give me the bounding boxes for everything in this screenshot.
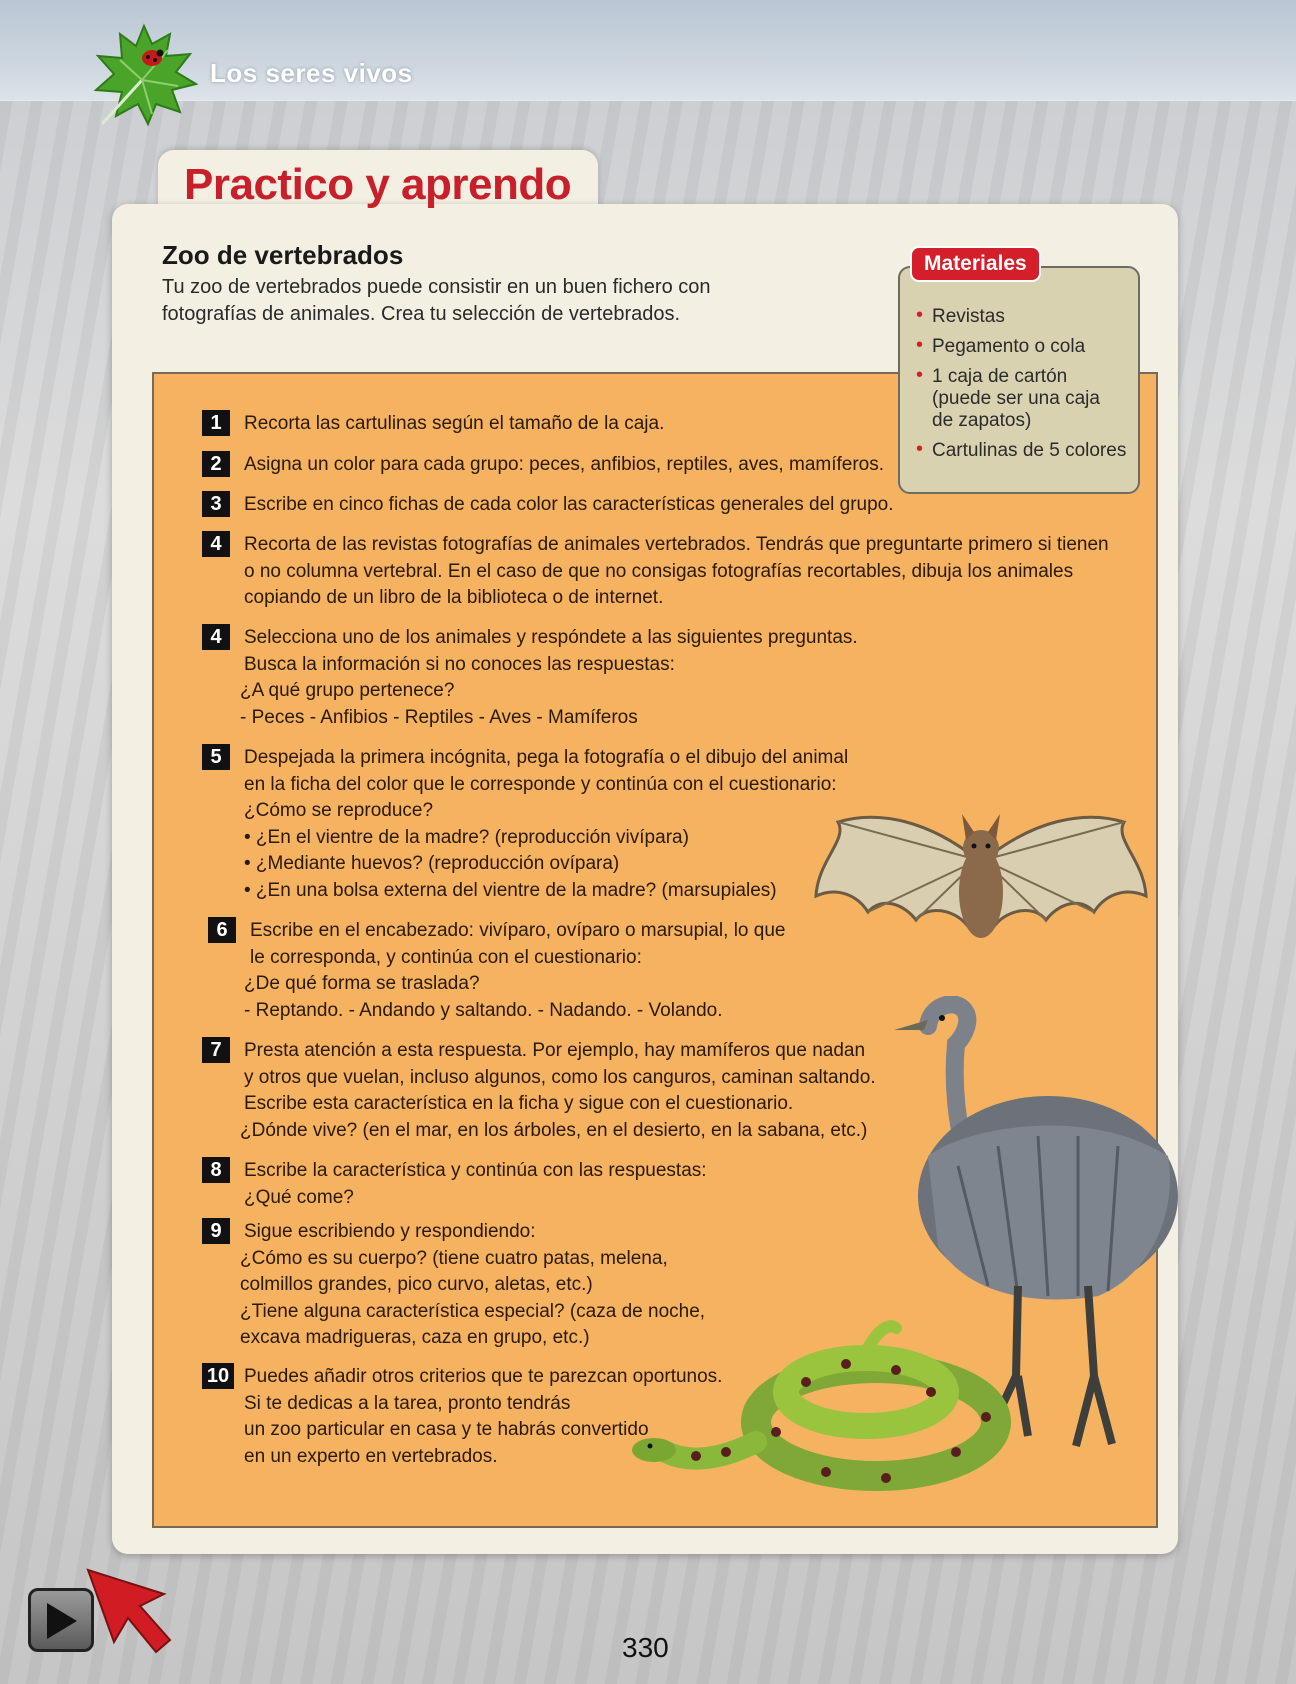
material-item: • Pegamento o cola: [914, 336, 1134, 358]
step-number: 5: [202, 744, 230, 770]
step-number: 9: [202, 1218, 230, 1244]
snake-illustration: [626, 1312, 1016, 1518]
step-number: 10: [202, 1363, 234, 1389]
section-title: Los seres vivos: [210, 58, 413, 88]
step-1: Recorta las cartulinas según el tamaño de la caja.: [244, 413, 665, 434]
materials-list: [914, 306, 1134, 470]
step-2: Asigna un color para cada grupo: peces, anfibios, reptiles, aves, mamíferos.: [244, 454, 885, 475]
step-8: Escribe la característica y continúa con las respuestas: ¿Qué come?: [244, 1160, 707, 1208]
step-number: 7: [202, 1037, 230, 1063]
step-9: Sigue escribiendo y respondiendo: ¿Cómo es su cuerpo? (tiene cuatro patas, melena, colmillos grandes, pico curvo, aletas, etc.) ¿Tiene alguna característica especial? (caza de noche, excava madrigueras, caza en grupo, etc.): [240, 1221, 706, 1348]
step-6: Escribe en el encabezado: vivíparo, ovíparo o marsupial, lo que le corresponda, y continúa con el cuestionario: ¿De qué forma se traslada? - Reptando. - Andando y saltando. - Nadando. - Volando.: [244, 920, 786, 1021]
step-7: Presta atención a esta respuesta. Por ejemplo, hay mamíferos que nadan y otros que vuelan, incluso algunos, como los canguros, caminan saltando. Escribe esta característica en la ficha y sigue con el cuestionario. ¿Dónde vive? (en el mar, en los árboles, en el desierto, en la sabana, etc.): [240, 1040, 876, 1141]
page-title: Practico y aprendo: [184, 160, 572, 209]
step-number: 6: [208, 917, 236, 943]
materials-label: Materiales: [910, 246, 1041, 282]
material-item: • Cartulinas de 5 colores: [914, 440, 1134, 462]
step-number: 1: [202, 410, 230, 436]
step-number: 4: [202, 531, 230, 557]
step-number: 2: [202, 451, 230, 477]
step-number: 4: [202, 624, 230, 650]
activity-title: Zoo de vertebrados: [162, 240, 404, 270]
step-4a: Recorta de las revistas fotografías de animales vertebrados. Tendrás que preguntarte primero si tienen o no columna vertebral. En el caso de que no consigas fotografías recortables, dibuja los animales copiando de un libro de la biblioteca o de internet.: [244, 534, 1109, 608]
bat-illustration: [808, 800, 1154, 976]
step-5: Despejada la primera incógnita, pega la fotografía o el dibujo del animal en la ficha del color que le corresponde y continúa con el cuestionario: ¿Cómo se reproduce? • ¿En el vientre de la madre? (reproducción vivípara) • ¿Mediante huevos? (reproducción ovípara) • ¿En una bolsa externa del vientre de la madre? (marsupiales): [244, 747, 849, 901]
step-10: Puedes añadir otros criterios que te parezcan oportunos. Si te dedicas a la tarea, pronto tendrás un zoo particular en casa y te habrás convertido en un experto en vertebrados.: [244, 1366, 723, 1467]
play-icon: [43, 1601, 81, 1641]
activity-description: [162, 274, 822, 328]
step-number: 8: [202, 1157, 230, 1183]
description-line: fotografías de animales. Crea tu selección de vertebrados.: [162, 303, 681, 325]
leaf-ladybug-icon: [82, 20, 202, 130]
material-item: • 1 caja de cartón (puede ser una caja de zapatos): [914, 366, 1134, 432]
step-3: Escribe en cinco fichas de cada color las características generales del grupo.: [244, 494, 894, 515]
step-4b: Selecciona uno de los animales y respóndete a las siguientes preguntas. Busca la información si no conoces las respuestas: ¿A qué grupo pertenece? - Peces - Anfibios - Reptiles - Aves - Mamíferos: [240, 627, 858, 728]
description-line: Tu zoo de vertebrados puede consistir en un buen fichero con: [162, 276, 711, 298]
page-number: 330: [622, 1632, 669, 1663]
material-item: • Revistas: [914, 306, 1134, 328]
step-number: 3: [202, 491, 230, 517]
cursor-arrow-icon: [84, 1566, 176, 1656]
